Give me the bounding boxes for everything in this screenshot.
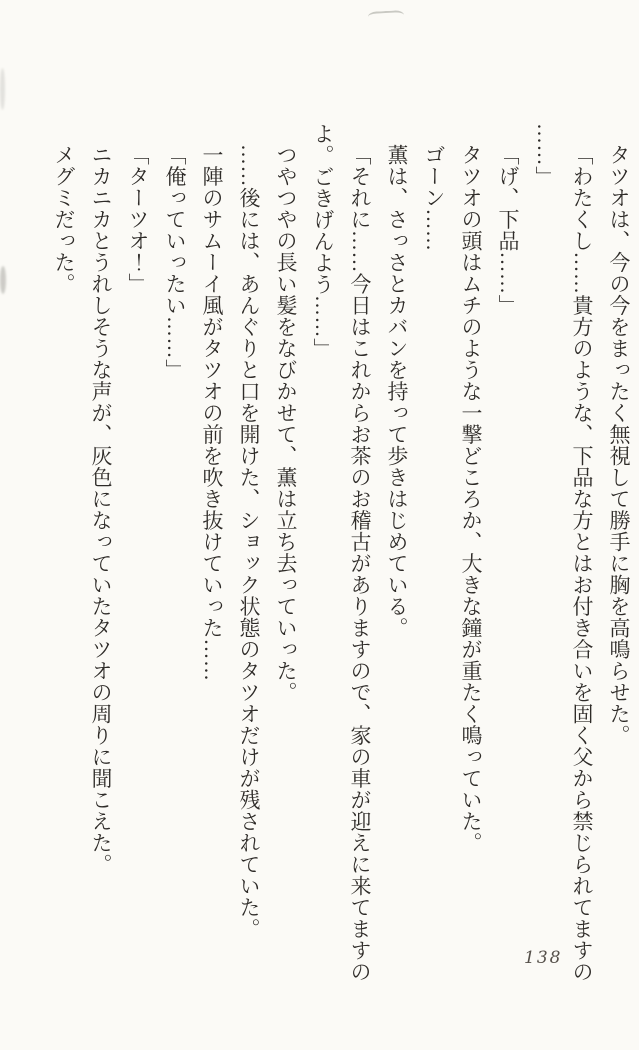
scan-artifact-left-edge [0, 266, 6, 294]
text-column: ニカニカとうれしそうな声が、灰色になっていたタツオの周りに聞こえた。 [89, 144, 113, 875]
text-column: ゴーン…… [422, 144, 446, 252]
text-column: 一陣のサムーイ風がタツオの前を吹き抜けていった…… [200, 144, 224, 682]
text-column: 「それに……今日はこれからお茶のお稽古がありますので、家の車が迎えに来てますの [348, 144, 372, 983]
text-column: 「ターツオ！」 [126, 144, 150, 295]
text-column: つやつやの長い髪をなびかせて、薫は立ち去っていった。 [274, 144, 298, 703]
text-column: タツオは、今の今をまったく無視して勝手に胸を高鳴らせた。 [607, 144, 631, 746]
text-column: タツオの頭はムチのような一撃どころか、大きな鐘が重たく鳴っていた。 [459, 144, 483, 854]
text-column: ……」 [533, 123, 557, 188]
text-column: 薫は、さっさとカバンを持って歩きはじめている。 [385, 144, 409, 639]
text-column: ……後には、あんぐりと口を開けた、ショック状態のタツオだけが残されていた。 [237, 144, 261, 940]
text-column: よ。ごきげんよう……」 [311, 123, 335, 360]
vertical-text-block [45, 123, 637, 983]
text-column: 「俺っていったい……」 [163, 144, 187, 381]
text-column: 「げ、下品……」 [496, 144, 520, 316]
page-number: 138 [524, 948, 563, 968]
scan-artifact-left-edge [0, 68, 5, 110]
scan-artifact-top [368, 10, 404, 22]
text-column: メグミだった。 [52, 144, 76, 295]
text-column: 「わたくし……貴方のような、下品な方とはお付き合いを固く父から禁じられてますの [570, 144, 594, 983]
